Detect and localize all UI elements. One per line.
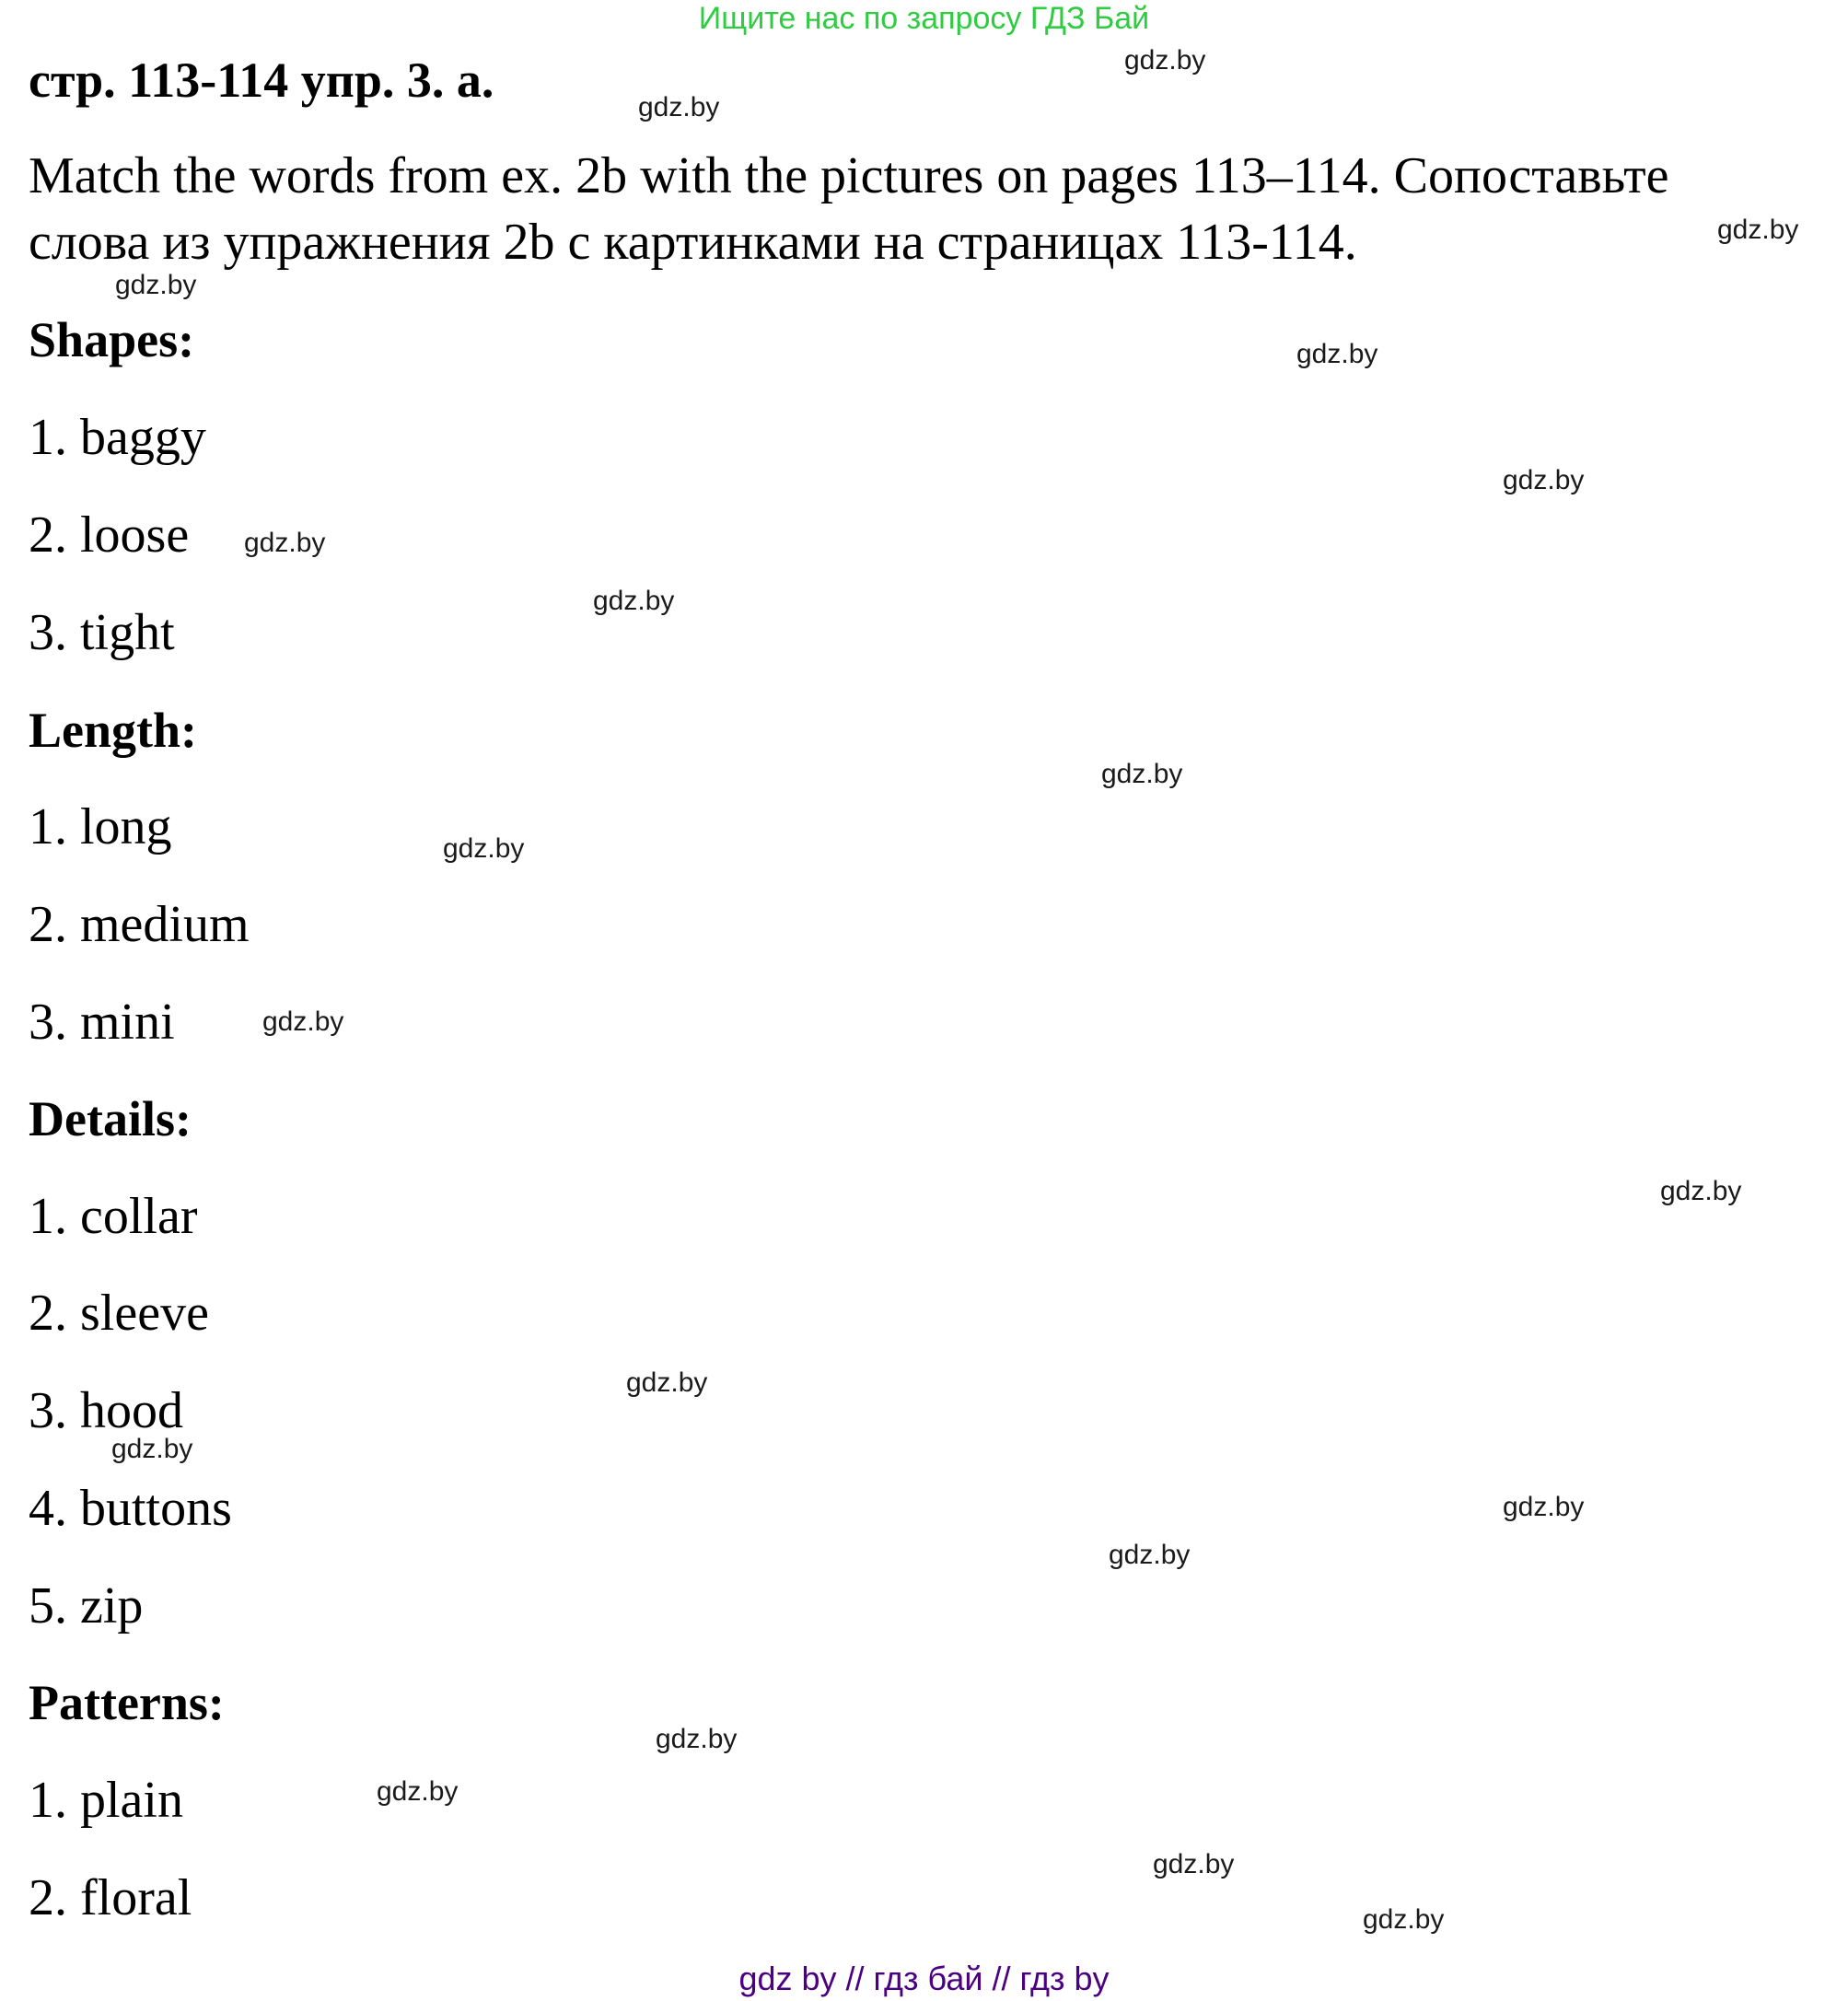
watermark: gdz.by (262, 1006, 344, 1037)
section-title-length: Length: (29, 703, 198, 758)
watermark: gdz.by (1296, 339, 1378, 369)
section-title-shapes: Shapes: (29, 312, 195, 367)
list-item: 1. plain (29, 1772, 183, 1829)
watermark: gdz.by (1503, 1492, 1585, 1522)
watermark: gdz.by (1124, 45, 1206, 76)
watermark: gdz.by (656, 1724, 738, 1754)
section-title-details: Details: (29, 1091, 192, 1146)
list-item: 3. tight (29, 604, 175, 661)
top-banner: Ищите нас по запросу ГДЗ Бай (698, 1, 1150, 36)
watermark: gdz.by (1363, 1904, 1445, 1935)
list-item: 3. mini (29, 994, 175, 1051)
watermark: gdz.by (244, 528, 326, 558)
list-item: 2. loose (29, 506, 190, 564)
watermark: gdz.by (1109, 1540, 1191, 1570)
watermark: gdz.by (1717, 215, 1799, 245)
watermark: gdz.by (1153, 1849, 1235, 1879)
watermark: gdz.by (638, 92, 720, 122)
list-item: 1. long (29, 798, 172, 855)
list-item: 2. sleeve (29, 1285, 209, 1342)
watermark: gdz.by (626, 1367, 708, 1398)
section-title-patterns: Patterns: (29, 1675, 225, 1730)
watermark: gdz.by (443, 833, 525, 864)
list-item: 4. buttons (29, 1480, 232, 1537)
list-item: 3. hood (29, 1382, 183, 1439)
exercise-instruction: Match the words from ex. 2b with the pictures on pages 113–114. Сопоставьте слова из упражнения 2b с картинками на страницах 113-114. (29, 147, 1669, 271)
list-item: 1. collar (29, 1188, 198, 1245)
list-item: 2. floral (29, 1869, 192, 1926)
watermark: gdz.by (593, 586, 675, 616)
footer-links: gdz by // гдз бай // гдз by (738, 1960, 1110, 1997)
watermark: gdz.by (111, 1434, 193, 1464)
list-item: 2. medium (29, 896, 250, 953)
watermark: gdz.by (115, 270, 197, 300)
list-item: 5. zip (29, 1577, 144, 1635)
watermark: gdz.by (377, 1776, 459, 1807)
page-title: стр. 113-114 упр. 3. а. (29, 52, 494, 108)
watermark: gdz.by (1101, 759, 1183, 789)
list-item: 1. baggy (29, 409, 206, 466)
watermark: gdz.by (1503, 465, 1585, 495)
watermark: gdz.by (1660, 1176, 1742, 1206)
